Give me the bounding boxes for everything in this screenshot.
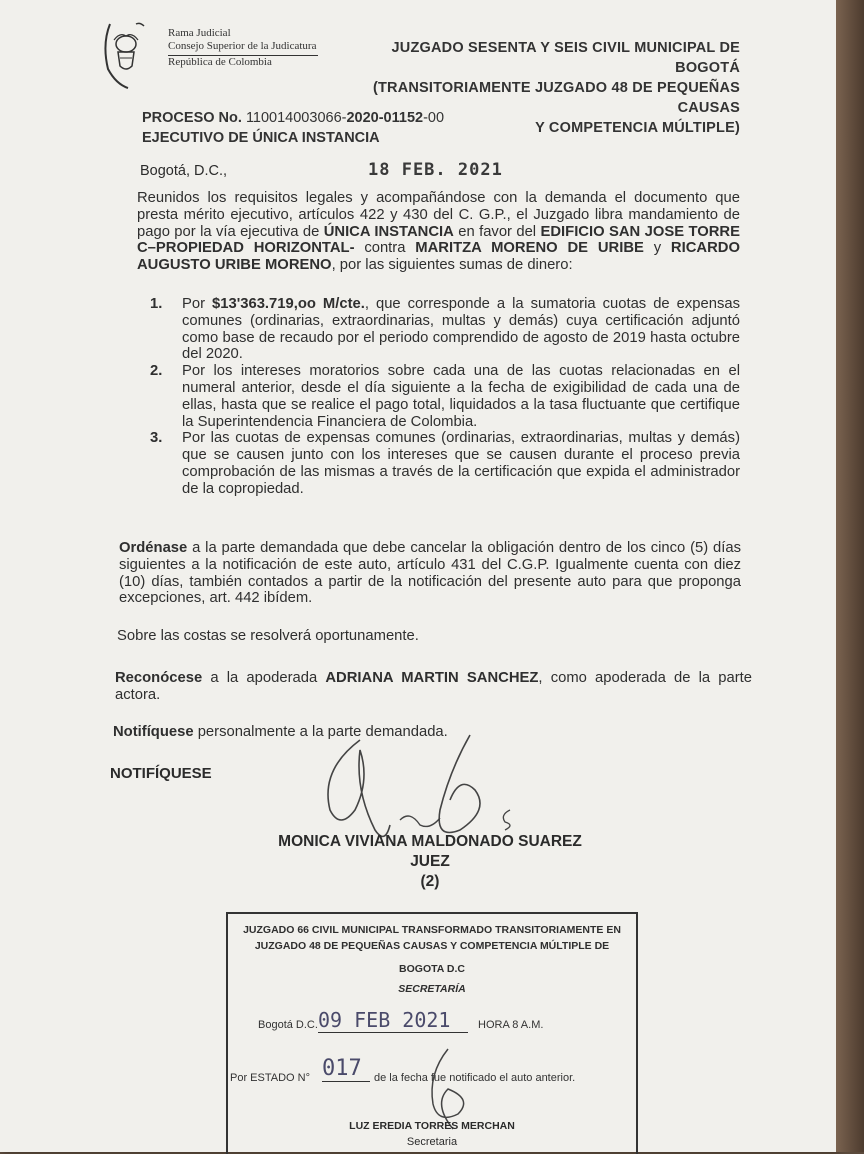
intro-c: en favor del [453, 223, 541, 240]
item-amount: $13'363.719,oo M/cte. [212, 296, 365, 312]
intro-a: Reunidos los requisitos legales y acompañándose con la demanda el documento que presta mérito ejecutivo, artículos 422 y 430 del C. G.P., el Juzgado libra mandamiento de pago por la vía ejecutiva de [137, 190, 740, 240]
list-item [150, 430, 740, 497]
colombia-coat-of-arms-icon [96, 14, 160, 92]
reconocese-paragraph [115, 670, 752, 704]
rama-line-1: Rama Judicial [168, 27, 231, 39]
box-secretaria: SECRETARÍA [398, 983, 466, 995]
intro-d: EDIFICIO SAN JOSE TORRE C–PROPIEDAD HORIZONTAL- [137, 223, 740, 257]
intro-paragraph [137, 190, 740, 274]
ordenase-lead: Ordénase [119, 540, 188, 556]
rama-judicial-header [168, 27, 318, 69]
box-hora: HORA 8 A.M. [478, 1019, 544, 1031]
proceso-number [142, 108, 444, 128]
proceso-prefix: 110014003066- [245, 110, 347, 126]
item-text: Por las cuotas de expensas comunes (ordinarias, extraordinarias, multas y demás) que se causen junto con los intereses que se causen durante el proceso previa comprobación de las mismas a través de la certificación que expida el administrador de la copropiedad. [182, 430, 740, 497]
secretaria-stamp-box [226, 912, 638, 1154]
item-text-post: , que corresponde a la sumatoria cuotas de expensas comunes (ordinarias, extraordinarias, multas y demás) cuya certificación adjuntó como base de recaudo por el periodo comprendido de agosto de 2019 hasta octubre del 2020. [182, 296, 741, 363]
judge-block [200, 832, 660, 892]
list-item [150, 296, 740, 363]
reconocese-b: , como apoderada de la parte actora. [115, 670, 752, 703]
reconocese-lead: Reconócese [115, 670, 203, 686]
copies-count: (2) [420, 873, 440, 890]
box-secretary-name: LUZ EREDIA TORRES MERCHAN [349, 1120, 515, 1132]
intro-f: MARITZA MORENO DE URIBE [415, 240, 644, 257]
court-line-1: JUZGADO SESENTA Y SEIS CIVIL MUNICIPAL DE BOGOTÁ [391, 40, 740, 76]
box-title: JUZGADO 66 CIVIL MUNICIPAL TRANSFORMADO TRANSITORIAMENTE EN JUZGADO 48 DE PEQUEÑAS CAUSAS Y COMPETENCIA MÚLTIPLE DE [243, 924, 621, 952]
list-item [150, 363, 740, 430]
item-number: 3. [150, 430, 163, 447]
notifiquese-heading: NOTIFÍQUESE [110, 765, 212, 782]
item-number: 1. [150, 296, 163, 312]
box-date-label: Bogotá D.C. [258, 1019, 318, 1031]
box-city: BOGOTA D.C [399, 963, 465, 975]
judge-title: JUEZ [410, 853, 450, 870]
reconocese-a: a la apoderada [202, 670, 326, 686]
costas-paragraph: Sobre las costas se resolverá oportunamente. [117, 628, 419, 644]
intro-e: contra [354, 240, 416, 257]
rama-line-2: Consejo Superior de la Judicatura [168, 40, 317, 52]
proceso-label: PROCESO No. [142, 110, 242, 126]
proceso-type: EJECUTIVO DE ÚNICA INSTANCIA [142, 130, 380, 146]
proceso-block [142, 108, 444, 148]
court-line-2: (TRANSITORIAMENTE JUZGADO 48 DE PEQUEÑAS CAUSAS [372, 80, 740, 116]
notifiquese-lead: Notifíquese [113, 724, 194, 740]
court-line-3: Y COMPETENCIA MÚLTIPLE) [535, 120, 740, 136]
apoderada-name: ADRIANA MARTIN SANCHEZ [325, 670, 539, 686]
intro-g: y [643, 240, 671, 257]
item-text: Por [182, 296, 213, 312]
ordenase-paragraph [119, 540, 741, 607]
intro-i: , por las siguientes sumas de dinero: [331, 257, 573, 274]
intro-h: RICARDO AUGUSTO URIBE MORENO [137, 240, 740, 274]
item-number: 2. [150, 363, 163, 380]
date-stamp: 18 FEB. 2021 [368, 160, 503, 180]
box-estado-label: Por ESTADO N° [230, 1072, 310, 1084]
rama-line-3: República de Colombia [168, 56, 272, 68]
proceso-suffix: -00 [423, 110, 445, 126]
judge-name: MONICA VIVIANA MALDONADO SUAREZ [278, 833, 582, 850]
box-estado-value: 017 [322, 1056, 370, 1082]
notifiquese-text: personalmente a la parte demandada. [193, 724, 448, 740]
items-list [150, 296, 740, 498]
date-place: Bogotá, D.C., [140, 163, 228, 179]
box-date-value: 09 FEB 2021 [318, 1008, 468, 1033]
box-estado-text: de la fecha fue notificado el auto anterior. [374, 1072, 576, 1084]
proceso-bold: 2020-01152 [346, 110, 424, 126]
ordenase-text: a la parte demandada que debe cancelar la obligación dentro de los cinco (5) días siguientes a la notificación de este auto, artículo 431 del C.G.P. Igualmente cuenta con diez (10) días, también contados a partir de la notificación del presente auto para que proponga excepciones, art. 442 ibídem. [119, 540, 741, 607]
box-secretary-role: Secretaria [406, 1136, 458, 1148]
item-text: Por los intereses moratorios sobre cada una de las cuotas relacionadas en el numeral anterior, desde el día siguiente a la fecha de exigibilidad de cada una de ellas, hasta que se realice el pago total, liquidados a la tasa fluctuante que certifique la Superintendencia Financiera de Colombia. [182, 363, 740, 430]
background-edge [836, 0, 864, 1152]
intro-b: ÚNICA INSTANCIA [323, 223, 454, 240]
